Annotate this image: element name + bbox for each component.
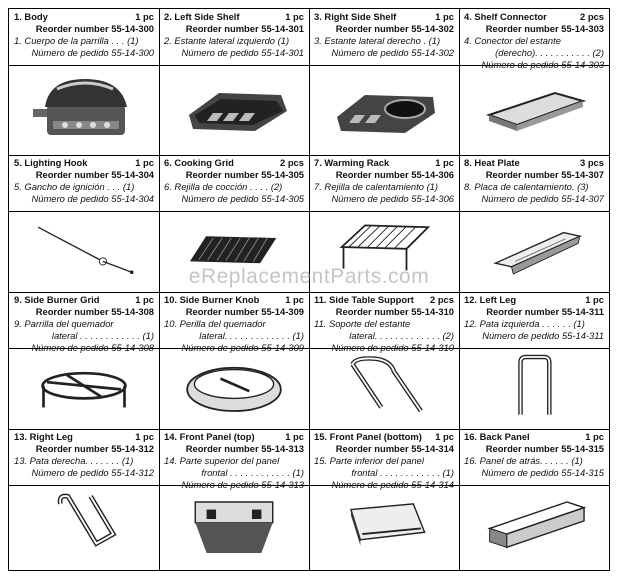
part-qty: 1 pc (585, 431, 604, 442)
text-divider (309, 348, 459, 349)
side-table-support-icon (309, 348, 459, 429)
part-name: 1. Body (14, 11, 48, 22)
spanish-name: 13. Pata derecha. . . . . . . (1) (14, 455, 134, 466)
part-name: 16. Back Panel (464, 431, 530, 442)
part-name: 4. Shelf Connector (464, 11, 547, 22)
part-text (309, 155, 459, 211)
column-divider (459, 9, 460, 570)
part-name: 15. Front Panel (bottom) (314, 431, 422, 442)
part-qty: 1 pc (435, 431, 454, 442)
grill-body-icon (9, 65, 159, 155)
part-qty: 1 pc (135, 294, 154, 305)
front-panel-top-icon (159, 485, 309, 570)
text-divider (159, 65, 309, 66)
right-side-shelf-icon (309, 65, 459, 155)
text-divider (159, 485, 309, 486)
spanish-name: 10. Perilla del quemador (164, 318, 266, 329)
reorder-number: Reorder number 55-14-301 (185, 23, 304, 34)
text-divider (309, 211, 459, 212)
part-name: 11. Side Table Support (314, 294, 414, 305)
part-cell (459, 292, 609, 429)
spanish-name: 14. Parte superior del panel (164, 455, 280, 466)
reorder-number: Reorder number 55-14-302 (335, 23, 454, 34)
column-divider (159, 9, 160, 570)
spanish-reorder-number: Número de pedido 55-14-300 (31, 47, 154, 58)
reorder-number: Reorder number 55-14-310 (335, 306, 454, 317)
part-cell (159, 9, 309, 155)
part-name: 12. Left Leg (464, 294, 517, 305)
text-divider (9, 348, 159, 349)
text-divider (309, 65, 459, 66)
back-panel-icon (459, 485, 609, 570)
text-divider (309, 485, 459, 486)
part-qty: 1 pc (135, 431, 154, 442)
reorder-number: Reorder number 55-14-314 (335, 443, 454, 454)
spanish-reorder-number: Número de pedido 55-14-306 (331, 193, 454, 204)
reorder-number: Reorder number 55-14-304 (35, 169, 154, 180)
spanish-reorder-number: Número de pedido 55-14-307 (481, 193, 604, 204)
text-divider (459, 348, 609, 349)
part-text (309, 429, 459, 485)
part-text (309, 292, 459, 348)
part-qty: 1 pc (285, 294, 304, 305)
shelf-connector-icon (459, 65, 609, 155)
text-divider (9, 211, 159, 212)
part-qty: 1 pc (435, 11, 454, 22)
spanish-name: 16. Panel de atrás. . . . . . (1) (464, 455, 583, 466)
part-qty: 1 pc (585, 294, 604, 305)
spanish-name: 12. Pata izquierda . . . . . . (1) (464, 318, 585, 329)
reorder-number: Reorder number 55-14-300 (35, 23, 154, 34)
front-panel-bottom-icon (309, 485, 459, 570)
part-name: 10. Side Burner Knob (164, 294, 260, 305)
text-divider (459, 485, 609, 486)
part-name: 14. Front Panel (top) (164, 431, 255, 442)
part-text (9, 9, 159, 65)
part-text (159, 155, 309, 211)
part-name: 2. Left Side Shelf (164, 11, 240, 22)
part-text (159, 9, 309, 65)
reorder-number: Reorder number 55-14-305 (185, 169, 304, 180)
text-divider (459, 211, 609, 212)
parts-list-grid (8, 8, 610, 571)
part-name: 9. Side Burner Grid (14, 294, 100, 305)
right-leg-icon (9, 485, 159, 570)
spanish-reorder-number: Número de pedido 55-14-304 (31, 193, 154, 204)
spanish-name-cont: lateral. . . . . . . . . . . . . (1) (199, 330, 304, 341)
part-cell (309, 292, 459, 429)
spanish-name: 3. Estante lateral derecho . (1) (314, 35, 441, 46)
part-qty: 3 pcs (580, 157, 604, 168)
column-divider (309, 9, 310, 570)
reorder-number: Reorder number 55-14-315 (485, 443, 604, 454)
spanish-name-cont: frontal . . . . . . . . . . . . (1) (201, 467, 304, 478)
part-name: 5. Lighting Hook (14, 157, 88, 168)
part-text (459, 292, 609, 348)
part-cell (159, 292, 309, 429)
spanish-name: 8. Placa de calentamiento. (3) (464, 181, 589, 192)
part-text (159, 292, 309, 348)
spanish-name-cont: lateral . . . . . . . . . . . . (1) (51, 330, 154, 341)
part-text (9, 292, 159, 348)
part-qty: 2 pcs (280, 157, 304, 168)
part-text (9, 155, 159, 211)
part-cell (9, 292, 159, 429)
spanish-reorder-number: Número de pedido 55-14-312 (31, 467, 154, 478)
part-cell (459, 9, 609, 155)
spanish-reorder-number: Número de pedido 55-14-311 (482, 330, 604, 341)
part-qty: 2 pcs (430, 294, 454, 305)
spanish-name: 4. Conector del estante (464, 35, 561, 46)
part-cell (309, 429, 459, 570)
spanish-name-cont: lateral. . . . . . . . . . . . . (2) (349, 330, 454, 341)
spanish-name: 9. Parrilla del quemador (14, 318, 114, 329)
text-divider (459, 65, 609, 66)
spanish-reorder-number: Número de pedido 55-14-315 (481, 467, 604, 478)
reorder-number: Reorder number 55-14-309 (185, 306, 304, 317)
spanish-name-cont: (derecho). . . . . . . . . . . (2) (495, 47, 604, 58)
spanish-reorder-number: Número de pedido 55-14-302 (331, 47, 454, 58)
part-qty: 1 pc (435, 157, 454, 168)
reorder-number: Reorder number 55-14-311 (486, 306, 604, 317)
part-cell (309, 9, 459, 155)
text-divider (159, 211, 309, 212)
reorder-number: Reorder number 55-14-307 (485, 169, 604, 180)
reorder-number: Reorder number 55-14-303 (485, 23, 604, 34)
part-qty: 1 pc (285, 11, 304, 22)
part-name: 13. Right Leg (14, 431, 73, 442)
text-divider (9, 65, 159, 66)
watermark: eReplacementParts.com (188, 265, 430, 288)
spanish-reorder-number: Número de pedido 55-14-301 (181, 47, 304, 58)
text-divider (159, 348, 309, 349)
part-text (309, 9, 459, 65)
part-name: 8. Heat Plate (464, 157, 520, 168)
part-qty: 1 pc (135, 11, 154, 22)
spanish-name-cont: frontal . . . . . . . . . . . . (1) (351, 467, 454, 478)
part-qty: 1 pc (135, 157, 154, 168)
spanish-name: 1. Cuerpo de la parrilla . . . (1) (14, 35, 139, 46)
spanish-name: 11. Soporte del estante (314, 318, 411, 329)
part-text (459, 429, 609, 485)
reorder-number: Reorder number 55-14-308 (35, 306, 154, 317)
spanish-name: 15. Parte inferior del panel (314, 455, 424, 466)
part-text (459, 9, 609, 65)
part-text (459, 155, 609, 211)
part-text (159, 429, 309, 485)
spanish-name: 6. Rejilla de cocción . . . . (2) (164, 181, 283, 192)
part-text (9, 429, 159, 485)
side-burner-knob-icon (159, 348, 309, 429)
spanish-name: 2. Estante lateral izquierdo (1) (164, 35, 290, 46)
part-qty: 1 pc (285, 431, 304, 442)
side-burner-grid-icon (9, 348, 159, 429)
left-side-shelf-icon (159, 65, 309, 155)
reorder-number: Reorder number 55-14-313 (185, 443, 304, 454)
part-qty: 2 pcs (580, 11, 604, 22)
part-cell (9, 429, 159, 570)
text-divider (9, 485, 159, 486)
left-leg-icon (459, 348, 609, 429)
part-name: 3. Right Side Shelf (314, 11, 397, 22)
part-cell (459, 429, 609, 570)
spanish-name: 5. Gancho de ignición . . . (1) (14, 181, 135, 192)
spanish-name: 7. Rejilla de calentamiento (1) (314, 181, 439, 192)
part-cell (9, 9, 159, 155)
reorder-number: Reorder number 55-14-312 (35, 443, 154, 454)
part-name: 7. Warming Rack (314, 157, 390, 168)
part-name: 6. Cooking Grid (164, 157, 234, 168)
reorder-number: Reorder number 55-14-306 (335, 169, 454, 180)
spanish-reorder-number: Número de pedido 55-14-305 (181, 193, 304, 204)
part-cell (159, 429, 309, 570)
